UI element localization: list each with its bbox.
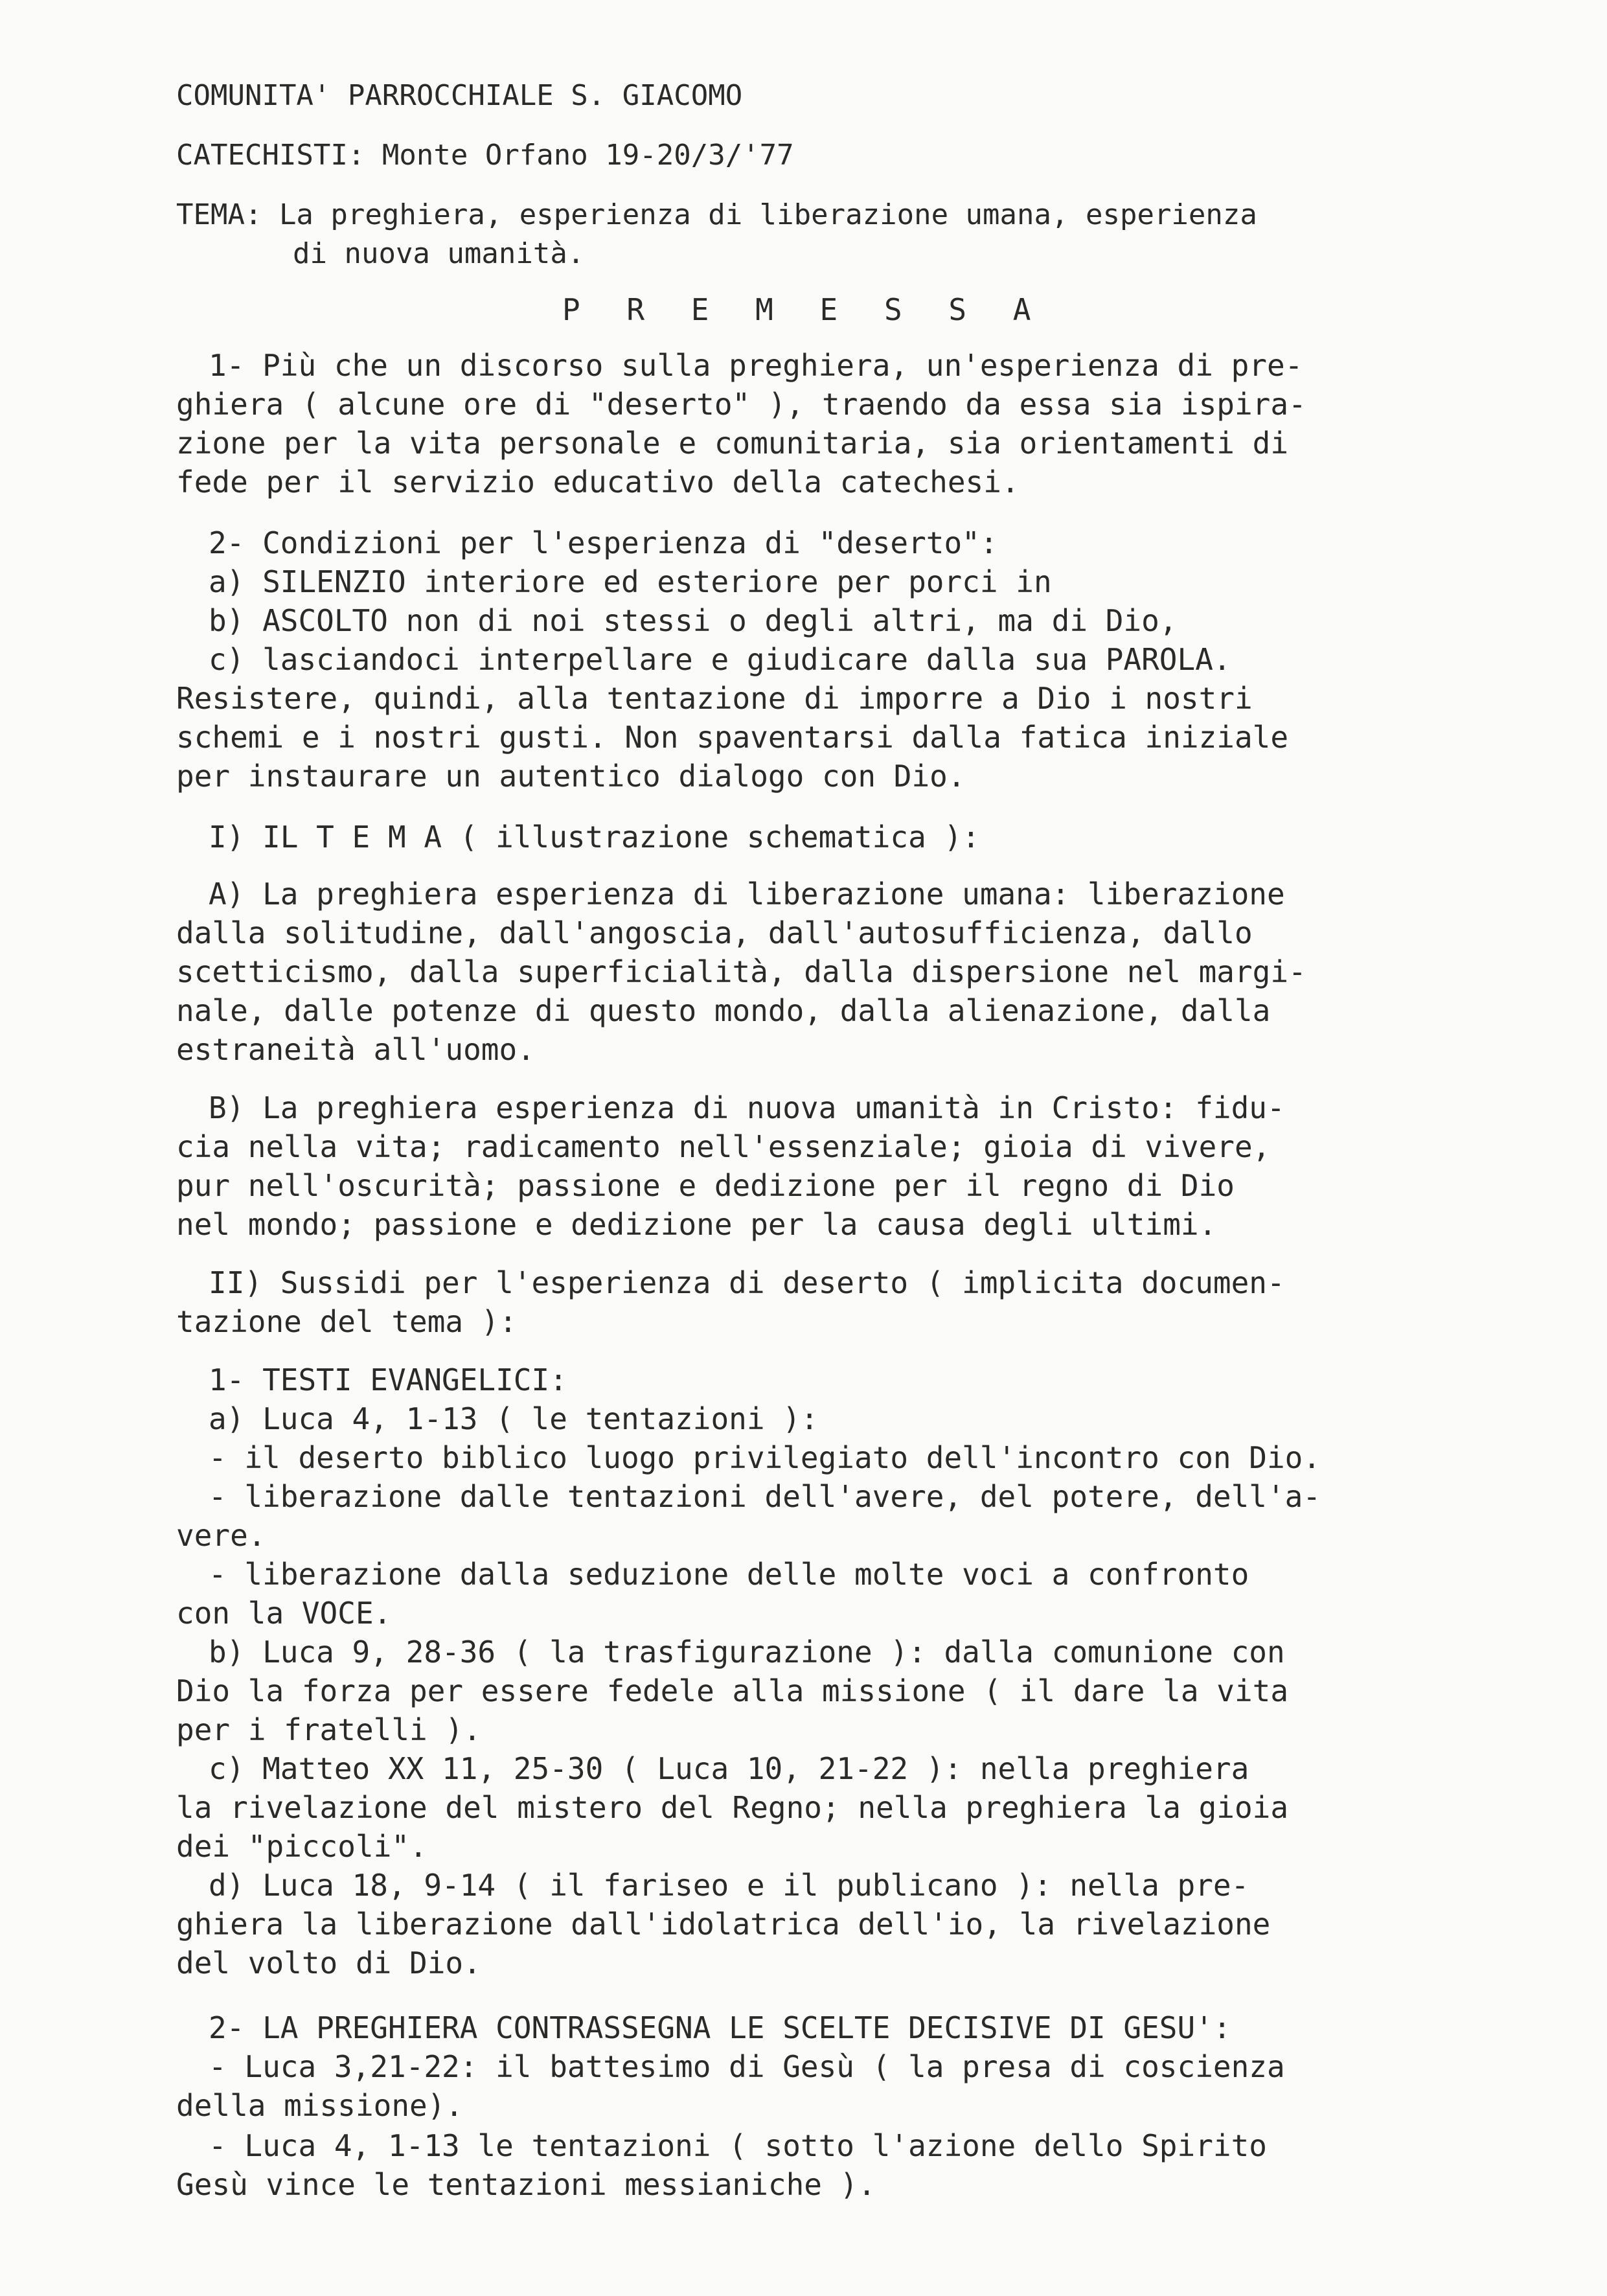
text-line: - Luca 3,21-22: il battesimo di Gesù ( la presa di coscienza [209, 2049, 1285, 2084]
text-line: del volto di Dio. [176, 1946, 481, 1980]
premessa-title: P R E M E S S A [562, 292, 1045, 327]
text-line: ghiera ( alcune ore di "deserto" ), traendo da essa sia ispira- [176, 387, 1306, 422]
text-line: - Luca 4, 1-13 le tentazioni ( sotto l'azione dello Spirito [209, 2128, 1267, 2163]
text-line: fede per il servizio educativo della catechesi. [176, 465, 1020, 499]
text-line: Resistere, quindi, alla tentazione di imporre a Dio i nostri [176, 681, 1253, 716]
tema-line-2: di nuova umanità. [293, 237, 585, 270]
text-line: - liberazione dalla seduzione delle molte voci a confronto [209, 1557, 1249, 1592]
text-line: d) Luca 18, 9-14 ( il fariseo e il publicano ): nella pre- [209, 1868, 1249, 1903]
text-line: - il deserto biblico luogo privilegiato dell'incontro con Dio. [209, 1440, 1321, 1475]
catechists-line: CATECHISTI: Monte Orfano 19-20/3/'77 [176, 139, 794, 172]
text-line: Dio la forza per essere fedele alla missione ( il dare la vita [176, 1673, 1289, 1708]
text-line: zione per la vita personale e comunitaria, sia orientamenti di [176, 426, 1289, 461]
text-line: pur nell'oscurità; passione e dedizione per il regno di Dio [176, 1168, 1235, 1203]
text-line: nale, dalle potenze di questo mondo, dalla alienazione, dalla [176, 993, 1271, 1028]
text-line: la rivelazione del mistero del Regno; nella preghiera la gioia [176, 1790, 1289, 1825]
text-line: della missione). [176, 2088, 464, 2123]
text-line: a) Luca 4, 1-13 ( le tentazioni ): [209, 1401, 819, 1436]
tema-line-1: TEMA: La preghiera, esperienza di liberazione umana, esperienza [176, 198, 1257, 231]
text-line: - liberazione dalle tentazioni dell'avere, del potere, dell'a- [209, 1479, 1321, 1514]
text-line: estraneità all'uomo. [176, 1032, 535, 1067]
text-line: b) ASCOLTO non di noi stessi o degli altri, ma di Dio, [209, 603, 1178, 638]
text-line: II) Sussidi per l'esperienza di deserto ( implicita documen- [209, 1265, 1285, 1300]
text-line: scetticismo, dalla superficialità, dalla dispersione nel margi- [176, 954, 1306, 989]
text-line: A) La preghiera esperienza di liberazione umana: liberazione [209, 877, 1285, 912]
text-line: b) Luca 9, 28-36 ( la trasfigurazione ): dalla comunione con [209, 1635, 1285, 1670]
text-line: B) La preghiera esperienza di nuova umanità in Cristo: fidu- [209, 1090, 1285, 1125]
text-line: ghiera la liberazione dall'idolatrica dell'io, la rivelazione [176, 1907, 1271, 1942]
text-line: per instaurare un autentico dialogo con Dio. [176, 759, 966, 794]
text-line: c) lasciandoci interpellare e giudicare dalla sua PAROLA. [209, 642, 1231, 677]
text-line: per i fratelli ). [176, 1712, 481, 1747]
text-line: tazione del tema ): [176, 1304, 518, 1339]
text-line: cia nella vita; radicamento nell'essenziale; gioia di vivere, [176, 1129, 1271, 1164]
text-line: dei "piccoli". [176, 1829, 427, 1864]
text-line: dalla solitudine, dall'angoscia, dall'autosufficienza, dallo [176, 915, 1253, 950]
tema-heading: I) IL T E M A ( illustrazione schematica ): [209, 820, 980, 855]
text-line: 1- TESTI EVANGELICI: [209, 1362, 567, 1397]
text-line: 1- Più che un discorso sulla preghiera, un'esperienza di pre- [209, 348, 1303, 383]
text-line: c) Matteo XX 11, 25-30 ( Luca 10, 21-22 ): nella preghiera [209, 1751, 1249, 1786]
text-line: Gesù vince le tentazioni messianiche ). [176, 2167, 876, 2202]
text-line: vere. [176, 1518, 266, 1553]
text-line: 2- LA PREGHIERA CONTRASSEGNA LE SCELTE DECISIVE DI GESU': [209, 2010, 1231, 2045]
text-line: schemi e i nostri gusti. Non spaventarsi dalla fatica iniziale [176, 720, 1289, 755]
text-line: nel mondo; passione e dedizione per la causa degli ultimi. [176, 1207, 1217, 1242]
text-line: con la VOCE. [176, 1596, 392, 1631]
parish-name: COMUNITA' PARROCCHIALE S. GIACOMO [176, 79, 743, 112]
text-line: a) SILENZIO interiore ed esteriore per porci in [209, 564, 1052, 599]
text-line: 2- Condizioni per l'esperienza di "deserto": [209, 525, 998, 560]
